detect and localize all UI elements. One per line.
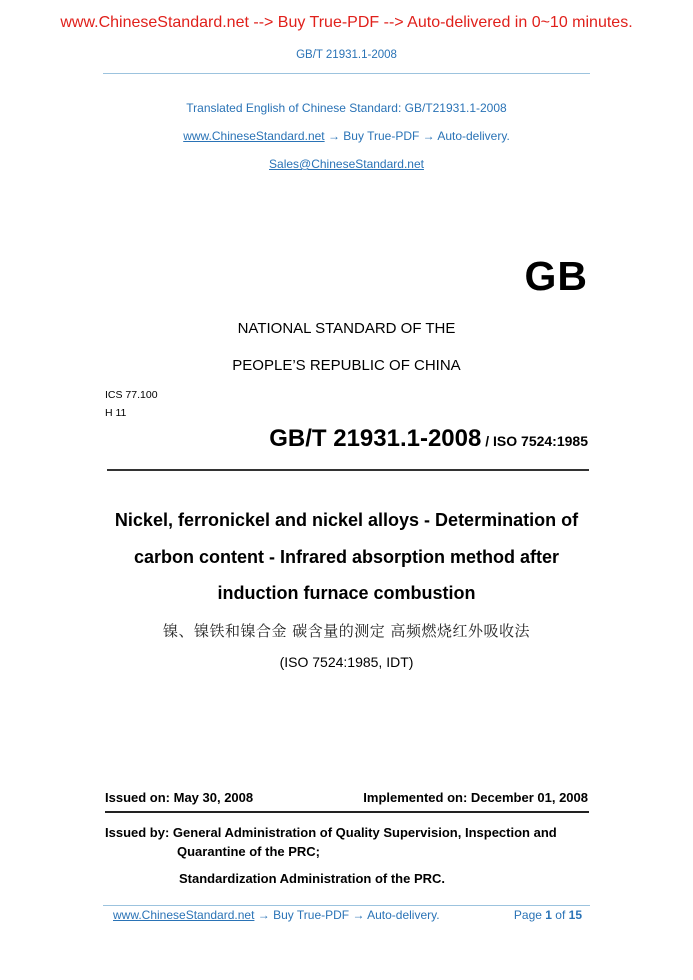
sales-line — [0, 157, 693, 171]
standard-number — [269, 425, 588, 453]
issuer-line-3: Standardization Administration of the PRC. — [179, 871, 446, 886]
title-divider — [107, 469, 589, 471]
issued-on-date: Issued on: May 30, 2008 — [105, 790, 254, 805]
page-indicator — [514, 908, 582, 922]
footer-purchase — [113, 908, 440, 922]
purchase-line — [0, 129, 693, 143]
footer-divider — [103, 905, 590, 906]
footer-steps: → Buy True-PDF → Auto-delivery. — [254, 908, 440, 922]
issuer-line-2: Quarantine of the PRC; — [177, 844, 321, 859]
ccs-code: H 11 — [105, 407, 127, 419]
page-label: Page — [513, 908, 546, 922]
page-total: 15 — [568, 908, 582, 922]
footer-site-link[interactable]: www.ChineseStandard.net — [113, 908, 255, 922]
implemented-on-date: Implemented on: December 01, 2008 — [363, 790, 588, 805]
issuer-line-1: Issued by: General Administration of Quality Supervision, Inspection and — [105, 825, 557, 840]
chinese-title: 镍、镍铁和镍合金 碳含量的测定 高频燃烧红外吸收法 — [162, 622, 531, 640]
iso-equivalent: / ISO 7524:1985 — [481, 433, 588, 449]
issuer-block — [105, 823, 557, 861]
page-of: of — [551, 908, 569, 922]
iso-idt-note: (ISO 7524:1985, IDT) — [279, 654, 414, 670]
promo-banner: www.ChineseStandard.net --> Buy True-PDF --> Auto-delivered in 0~10 minutes. — [60, 14, 633, 31]
title-line-1: Nickel, ferronickel and nickel alloys - Determination of — [114, 510, 579, 530]
page-current: 1 — [545, 908, 552, 922]
national-standard-line2: PEOPLE’S REPUBLIC OF CHINA — [232, 357, 461, 374]
gb-number: GB/T 21931.1-2008 — [269, 425, 482, 452]
sales-email-link[interactable]: Sales@ChineseStandard.net — [269, 157, 424, 171]
national-standard-line1: NATIONAL STANDARD OF THE — [237, 320, 456, 337]
classification-codes — [105, 386, 158, 422]
purchase-steps: → Buy True-PDF → Auto-delivery. — [324, 129, 510, 143]
site-link[interactable]: www.ChineseStandard.net — [183, 129, 325, 143]
header-divider — [103, 73, 590, 74]
header-standard-code: GB/T 21931.1-2008 — [296, 49, 397, 61]
ics-code: ICS 77.100 — [105, 389, 158, 401]
dates-divider — [105, 811, 589, 813]
gb-logo: GB — [524, 253, 588, 299]
title-line-3: induction furnace combustion — [217, 583, 476, 603]
translated-notice: Translated English of Chinese Standard: GB/T21931.1-2008 — [186, 101, 507, 115]
title-line-2: carbon content - Infrared absorption method after — [133, 547, 560, 567]
